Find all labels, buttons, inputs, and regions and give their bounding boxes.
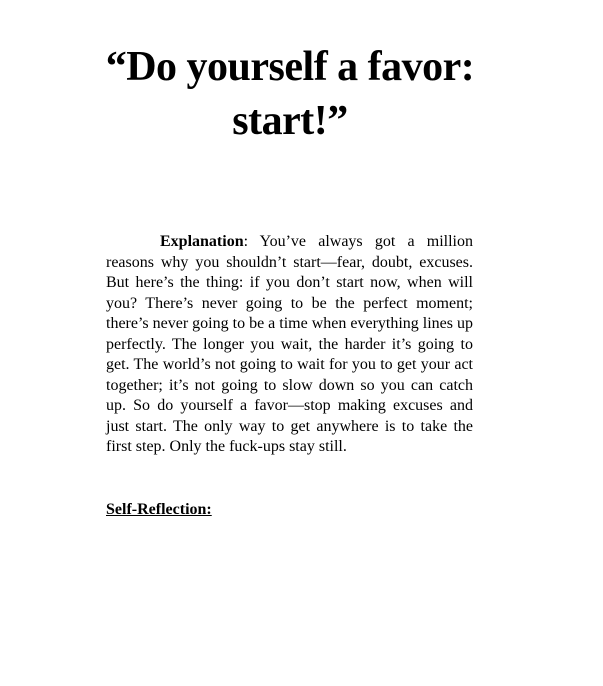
self-reflection-heading: Self-Reflection: [106,501,212,518]
explanation-paragraph [106,232,473,458]
explanation-text: : You’ve always got a million reasons why you shouldn’t start—fear, doubt, excuses. But here’s the thing: if you don’t start now, when will you? There’s never going to be the perfect moment; there’s never going to be a time when everything lines up perfectly. The longer you wait, the harder it’s going to get. The world’s not going to wait for you to get your act together; it’s not going to slow down so you can catch up. So do yourself a favor—stop making excuses and just start. The only way to get anywhere is to take the first step. Only the fuck-ups stay still. [106,233,474,455]
quote-title: “Do yourself a favor: start!” [105,44,475,144]
explanation-label: Explanation [160,233,244,250]
